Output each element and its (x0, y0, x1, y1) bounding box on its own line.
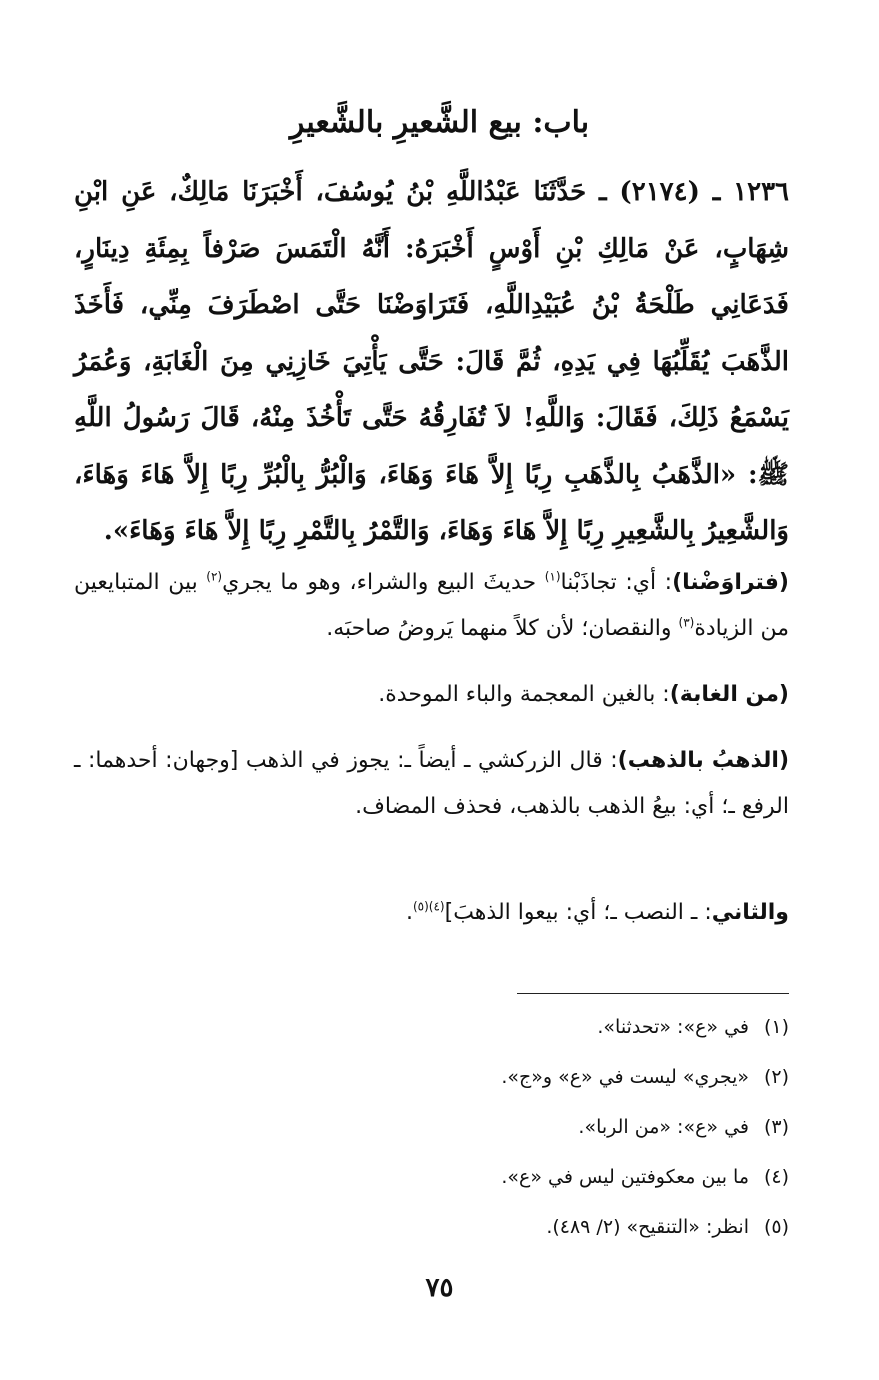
commentary-paragraph (74, 560, 789, 652)
footnote-marker[interactable]: (١) (544, 569, 561, 584)
commentary-paragraph (74, 672, 789, 718)
commentary-text: : أي: تجاذَبْنا (560, 570, 673, 595)
footnote-number: (٥) (763, 1216, 789, 1238)
page-number: ٧٥ (425, 1273, 454, 1303)
footnote-item (74, 1152, 789, 1202)
footnote-text: في «ع»: «تحدثنا». (597, 1016, 749, 1038)
footnote-text: في «ع»: «من الربا». (578, 1116, 749, 1138)
chapter-title: باب: بيع الشَّعيرِ بالشَّعيرِ (289, 105, 590, 140)
footnote-item (74, 1202, 789, 1252)
footnote-divider (517, 993, 789, 994)
footnote-text: انظر: «التنقيح» (٢/ ٤٨٩). (546, 1216, 749, 1238)
commentary-text: والنقصان؛ لأن كلاً منهما يَروضُ صاحبَه. (326, 616, 679, 641)
commentary-term: (من الغابة) (669, 682, 789, 707)
commentary-text: : قال الزركشي ـ أيضاً ـ: يجوز في الذهب [وجهان: أحدهما: ـ الرفع ـ؛ أي: بيعُ الذهب بالذهب، فحذف المضاف. (74, 748, 789, 819)
commentary-term: (فتراوَضْنا) (672, 570, 789, 595)
footnote-item (74, 1102, 789, 1152)
footnote-marker[interactable]: (٣) (678, 615, 695, 630)
footnote-text: ما بين معكوفتين ليس في «ع». (501, 1166, 749, 1188)
footnote-marker[interactable]: (٢) (206, 569, 223, 584)
commentary-term: (الذهبُ بالذهب) (617, 748, 790, 773)
footnote-marker[interactable]: (٤) (428, 899, 445, 914)
footnote-marker[interactable]: (٥) (412, 899, 429, 914)
commentary-text: بين المتبايعين من الزيادة (74, 570, 789, 641)
commentary-text: حديثَ البيع والشراء، وهو ما يجري (222, 570, 545, 595)
footnote-item (74, 1002, 789, 1052)
footnote-list (74, 1002, 789, 1252)
footnote-number: (٢) (763, 1066, 789, 1088)
footnote-number: (٤) (763, 1166, 789, 1188)
hadith-text: ١٢٣٦ ـ (٢١٧٤) ـ حَدَّثَنَا عَبْدُاللَّهِ بْنُ يُوسُفَ، أَخْبَرَنَا مَالِكٌ، عَنِ ابْنِ شِهَابٍ، عَنْ مَالِكِ بْنِ أَوْسٍ أَخْبَرَهُ: أَنَّهُ الْتَمَسَ صَرْفاً بِمِئَةِ دِينَارٍ، فَدَعَانِي طَلْحَةُ بْنُ عُبَيْدِاللَّهِ، فَتَرَاوَضْنَا حَتَّى اصْطَرَفَ مِنِّي، فَأَخَذَ الذَّهَبَ يُقَلِّبُهَا فِي يَدِهِ، ثُمَّ قَالَ: حَتَّى يَأْتِيَ خَازِنِي مِنَ الْغَابَةِ، وَعُمَرُ يَسْمَعُ ذَلِكَ، فَقَالَ: وَاللَّهِ! لاَ تُفَارِقُهُ حَتَّى تَأْخُذَ مِنْهُ، قَالَ رَسُولُ اللَّهِ ﷺ: «الذَّهَبُ بِالذَّهَبِ رِبًا إِلاَّ هَاءَ وَهَاءَ، وَالْبُرُّ بِالْبُرِّ رِبًا إِلاَّ هَاءَ وَهَاءَ، وَالشَّعِيرُ بِالشَّعِيرِ رِبًا إِلاَّ هَاءَ وَهَاءَ، وَالتَّمْرُ بِالتَّمْرِ رِبًا إِلاَّ هَاءَ وَهَاءَ». (74, 177, 789, 546)
footnote-item (74, 1052, 789, 1102)
commentary-text: . (405, 900, 413, 925)
commentary-text: : ـ النصب ـ؛ أي: بيعوا الذهبَ] (444, 900, 712, 925)
commentary-paragraph (74, 890, 789, 936)
footnote-number: (١) (763, 1016, 789, 1038)
commentary-text: : بالغين المعجمة والباء الموحدة. (378, 682, 670, 707)
commentary-paragraph (74, 738, 789, 830)
footnote-text: «يجري» ليست في «ع» و«ج». (501, 1066, 749, 1088)
commentary-term: والثاني (711, 900, 789, 925)
footnote-number: (٣) (763, 1116, 789, 1138)
